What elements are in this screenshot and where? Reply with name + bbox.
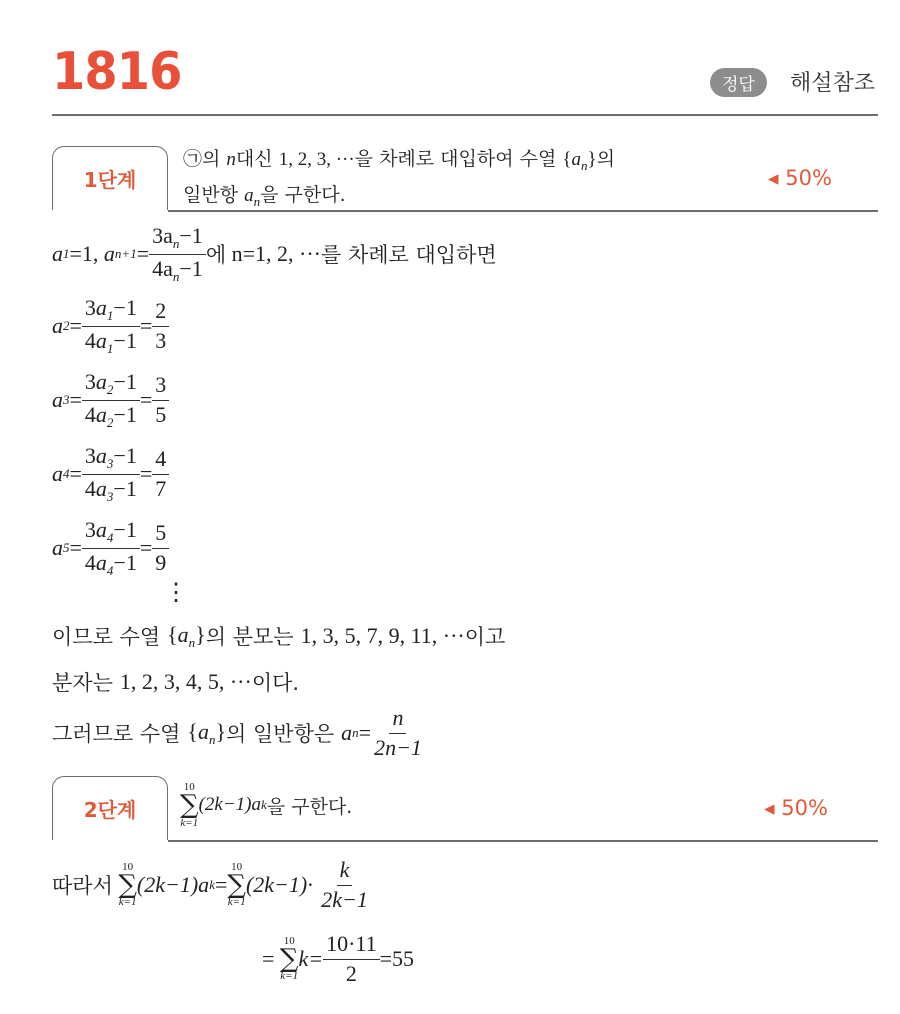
final-line2: = 10 ∑ k=1 k= $\frac{10\cdot 11}{2}$ =55	[262, 931, 415, 986]
recurrence-line: a 1 =1, a n+1 = $\frac{3a_n-1}{4a_n-1}$ 에 n=1, 2, ··· 를 차례로 대입하면	[52, 223, 497, 284]
step2-percent: ◂ 50%	[764, 796, 828, 820]
header-rule	[52, 114, 878, 116]
step2-rule	[168, 840, 878, 842]
step1-percent: ◂ 50%	[768, 166, 832, 190]
term-row-a4: a 4 = $\frac{3a_3-1}{4a_3-1}$ = $\frac{4}{7}$	[52, 444, 169, 504]
step1-line1: ㉠의 n대신 1, 2, 3, ···을 차례로 대입하여 수열 $\{a_n\}$의	[183, 148, 615, 173]
final-result: =55	[379, 946, 415, 971]
step1-line2: 일반항 $a_n$을 구한다.	[183, 184, 346, 209]
vertical-ellipsis: ⋮	[164, 580, 188, 606]
term-row-a3: a 3 = $\frac{3a_2-1}{4a_2-1}$ = $\frac{3}{5}$	[52, 370, 169, 430]
answer-badge: 정답	[710, 68, 767, 97]
step1-rule	[168, 210, 878, 212]
step2-goal: 10 ∑ k=1 (2k−1)a k 을 구한다.	[180, 781, 353, 829]
general-term-line: 그러므로 수열 $\{a_n\}$ 의 일반항은 a n = $\frac{n}{2n-1}$	[52, 705, 422, 760]
sum-symbol: 10 ∑ k=1	[180, 781, 199, 829]
step1-label: 1단계	[52, 146, 168, 210]
term-row-a2: a 2 = $\frac{3a_1-1}{4a_1-1}$ = $\frac{2}{3}$	[52, 296, 169, 356]
step2-label: 2단계	[52, 776, 168, 840]
answer-note: 해설참조	[790, 71, 876, 96]
denominator-line: 이므로 수열 $\{a_n\}$ 의 분모는 1, 3, 5, 7, 9, 11, ··· 이고	[52, 621, 506, 650]
final-line1: 따라서 10 ∑ k=1 (2k−1)a k = 10 ∑ k=1 (2k−1)· $\frac{k}{2k-1}$	[52, 857, 368, 912]
numerator-line: 분자는 1, 2, 3, 4, 5, ··· 이다.	[52, 669, 300, 695]
term-row-a5: a 5 = $\frac{3a_4-1}{4a_4-1}$ = $\frac{5}{9}$	[52, 518, 169, 578]
problem-number: 1816	[52, 42, 182, 102]
